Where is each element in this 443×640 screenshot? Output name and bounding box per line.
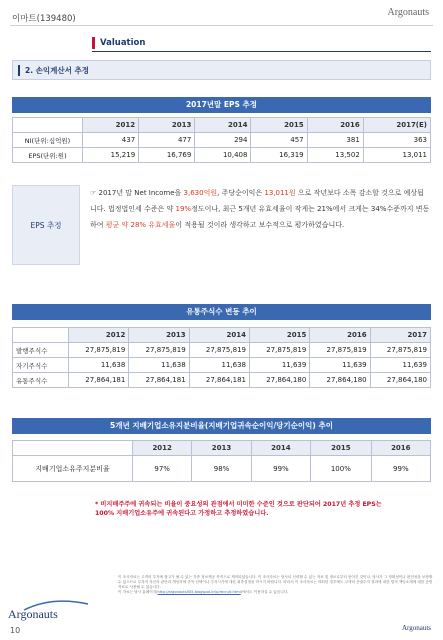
disclaimer-text: 이 조사자료는 고객의 투자에 참고가 될 수 있는 각종 정보제공 목적으로 제작되었습니다. 이 조사자료는 당사의 신뢰할 수 있는 자료 및 정보로부터 얻어진 것이나, 당사가 그 정확성이나 완전성을 보장할 수 없으므로 투자자 자신의 판단과 책임하에 종목 선택이나 투자시기에 대한 최종결정을 하시기 바랍니다. 따라서 이 조사자료는 어떠한 경우에도 고객의 증권투자 결과에 대한 법적 책임소재에 대한 증빙자료로 사용될 수 없습니다. xyxy=(118,575,433,589)
eps-col-header: 2014 xyxy=(195,118,251,133)
disclaimer-source xyxy=(118,590,433,595)
shares-col-header: 2016 xyxy=(310,328,370,343)
table-cell: 15,219 xyxy=(83,148,139,163)
shares-corner-cell xyxy=(13,328,69,343)
tax-rate-highlight: 19% xyxy=(175,205,192,213)
table-cell: 27,875,819 xyxy=(189,343,249,358)
section-accent-bar xyxy=(92,37,95,49)
table-cell: 13,011 xyxy=(363,148,430,163)
table-cell: 11,639 xyxy=(370,358,430,373)
shares-header-row xyxy=(13,328,431,343)
ratio-table xyxy=(12,440,431,482)
shares-col-header: 2014 xyxy=(189,328,249,343)
ratio-corner-cell xyxy=(13,441,133,456)
table-cell: 11,638 xyxy=(69,358,129,373)
table-cell: 457 xyxy=(251,133,307,148)
table-cell: 11,639 xyxy=(249,358,309,373)
table-row xyxy=(13,358,431,373)
table-cell: 27,875,819 xyxy=(249,343,309,358)
ratio-col-header: 2013 xyxy=(192,441,251,456)
table-cell: 10,408 xyxy=(195,148,251,163)
eps-table-banner: 2017년말 EPS 추정 xyxy=(12,97,431,113)
table-cell: 11,638 xyxy=(129,358,189,373)
eps-header-row xyxy=(13,118,431,133)
table-cell: 11,639 xyxy=(310,358,370,373)
row-header: EPS(단위:원) xyxy=(13,148,83,163)
effective-tax-highlight: 평균 약 28% 유효세율 xyxy=(105,221,176,229)
ratio-col-header: 2016 xyxy=(371,441,430,456)
shares-col-header: 2013 xyxy=(129,328,189,343)
disclaimer-prefix: 이 자료는 당사 홈페이지( xyxy=(118,590,158,594)
row-header: 발행주식수 xyxy=(13,343,69,358)
shares-table-banner: 유통주식수 변동 추이 xyxy=(12,304,431,320)
table-cell: 13,502 xyxy=(307,148,363,163)
ratio-col-header: 2014 xyxy=(251,441,310,456)
table-cell: 294 xyxy=(195,133,251,148)
ratio-header-row xyxy=(13,441,431,456)
ratio-table-banner: 5개년 지배기업소유지분비율(지배기업귀속순이익/당기순이익) 추이 xyxy=(12,418,431,434)
table-cell: 27,875,819 xyxy=(129,343,189,358)
eps-corner-cell xyxy=(13,118,83,133)
eps-net-income-highlight: 3,630억원 xyxy=(183,189,218,197)
section-divider xyxy=(92,51,431,52)
footnote: * 비지배주주에 귀속되는 비율이 중요성의 관점에서 미미한 수준인 것으로 판단되어 2017년 추정 EPS는 100% 지배기업소유주에 귀속된다고 가정하고 추정하였습니다. xyxy=(95,501,382,517)
footer-brand-logo-small: Argonauts xyxy=(401,624,431,632)
eps-value-highlight: 13,011원 xyxy=(264,189,296,197)
table-cell: 98% xyxy=(192,456,251,482)
brand-logo: Argonauts xyxy=(387,7,429,18)
eps-col-header: 2016 xyxy=(307,118,363,133)
table-cell: 381 xyxy=(307,133,363,148)
table-row xyxy=(13,343,431,358)
eps-text-part: 이 적용될 것이라 생각하고 보수적으로 평가하였습니다. xyxy=(175,221,345,229)
eps-text-part: 정도이나, 최근 5개년 유효세율이 작게는 21%에서 크게는 34%수준까지 변동하여 xyxy=(90,205,430,229)
table-cell: 16,319 xyxy=(251,148,307,163)
section-heading xyxy=(92,36,145,50)
table-cell: 477 xyxy=(139,133,195,148)
shares-col-header: 2012 xyxy=(69,328,129,343)
table-cell: 97% xyxy=(133,456,192,482)
row-header: NI(단위:십억원) xyxy=(13,133,83,148)
shares-table xyxy=(12,327,431,388)
table-cell: 27,864,180 xyxy=(370,373,430,388)
table-row xyxy=(13,148,431,163)
shares-col-header: 2015 xyxy=(249,328,309,343)
table-cell: 27,875,819 xyxy=(370,343,430,358)
section-title: Valuation xyxy=(100,38,146,48)
table-cell: 363 xyxy=(363,133,430,148)
eps-col-header: 2013 xyxy=(139,118,195,133)
eps-col-header: 2015 xyxy=(251,118,307,133)
eps-table xyxy=(12,117,431,163)
table-cell: 27,864,181 xyxy=(189,373,249,388)
eps-text-part: , 주당순이익은 xyxy=(217,189,265,197)
disclaimer xyxy=(118,575,433,595)
subsection-title: 2. 손익계산서 추정 xyxy=(25,65,90,75)
footer-brand-logo: Argonauts xyxy=(8,607,58,621)
eps-text-part: ☞ 2017년 말 Net Income을 xyxy=(90,189,184,197)
table-row xyxy=(13,373,431,388)
table-cell: 100% xyxy=(311,456,372,482)
eps-text-part: 으로 작년보다 소폭 감소할 것으로 예상됩니다. 법정법인세 수준은 약 xyxy=(90,189,424,213)
row-header: 지배기업소유주지분비율 xyxy=(13,456,133,482)
page-number: 10 xyxy=(10,626,21,635)
shares-col-header: 2017 xyxy=(370,328,430,343)
table-row xyxy=(13,133,431,148)
eps-estimate-text xyxy=(90,185,430,233)
table-cell: 11,638 xyxy=(189,358,249,373)
table-cell: 27,864,180 xyxy=(310,373,370,388)
company-title: 이마트(139480) xyxy=(12,14,76,24)
ratio-col-header: 2015 xyxy=(311,441,372,456)
row-header: 자기주식수 xyxy=(13,358,69,373)
homepage-link[interactable]: http://argonauts505.blogspot.kr/p/recruit.html xyxy=(157,590,241,594)
table-cell: 16,769 xyxy=(139,148,195,163)
header-divider xyxy=(10,25,433,26)
eps-col-header: 2012 xyxy=(83,118,139,133)
row-header: 유통주식수 xyxy=(13,373,69,388)
ratio-col-header: 2012 xyxy=(133,441,192,456)
table-cell: 27,864,181 xyxy=(129,373,189,388)
table-cell: 27,875,819 xyxy=(69,343,129,358)
subsection-heading xyxy=(12,60,431,80)
table-cell: 99% xyxy=(251,456,310,482)
table-cell: 27,864,181 xyxy=(69,373,129,388)
eps-col-header: 2017(E) xyxy=(363,118,430,133)
table-cell: 99% xyxy=(371,456,430,482)
table-cell: 27,864,180 xyxy=(249,373,309,388)
disclaimer-suffix: )에서도 이용하실 수 있습니다. xyxy=(240,590,289,594)
table-cell: 27,875,819 xyxy=(310,343,370,358)
eps-estimate-label: EPS 추정 xyxy=(12,185,80,265)
table-cell: 437 xyxy=(83,133,139,148)
table-row xyxy=(13,456,431,482)
subsection-accent-bar xyxy=(18,65,20,76)
